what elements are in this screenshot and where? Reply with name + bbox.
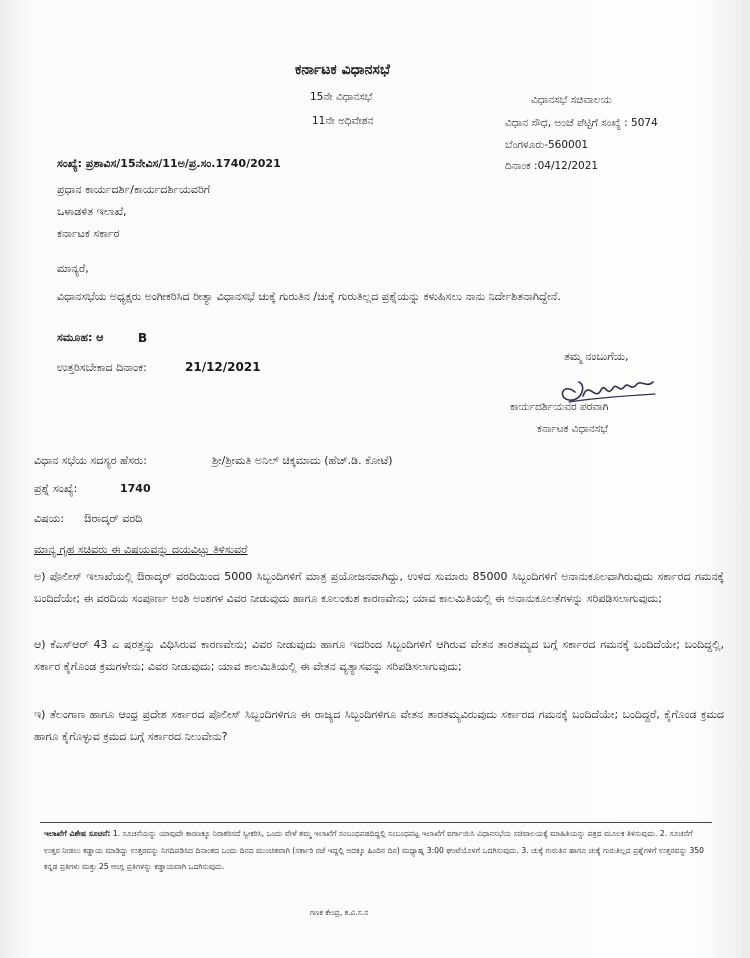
recipient-line-1: ಪ್ರಧಾನ ಕಾರ್ಯದರ್ಶಿ/ಕಾರ್ಯದರ್ಶಿಯವರಿಗೆ — [57, 183, 211, 196]
footnote-label: ಇಲಾಖೆಗೆ ವಿಶೇಷ ಸೂಚನೆ: — [44, 829, 111, 838]
question-number-label: ಪ್ರಶ್ನೆ ಸಂಖ್ಯೆ: — [34, 482, 78, 495]
question-a: ಅ) ಪೊಲೀಸ್ ಇಲಾಖೆಯಲ್ಲಿ ಔರಾದ್ಕರ್ ವರದಿಯಿಂದ 5000 ಸಿಬ್ಬಂದಿಗಳಿಗೆ ಮಾತ್ರ ಪ್ರಯೋಜನವಾಗಿದ್ದು, ಉಳಿದ ಸುಮಾರು 85000 ಸಿಬ್ಬಂದಿಗಳಿಗೆ ಅನಾನುಕೂಲವಾಗಿರುವುದು ಸರ್ಕಾರದ ಗಮನಕ್ಕೆ ಬಂದಿದೆಯೇ; ಈ ವರದಿಯ ಸಂಪೂರ್ಣ ಅಂಶಿ ಅಂಶಗಳ ವಿವರ ನೀಡುವುದು ಹಾಗೂ ಕೂಲಂಕುಶ ಕಾರಣವೇನು; ಯಾವ ಕಾಲಮಿತಿಯಲ್ಲಿ ಈ ಅನಾನುಕೂಲತೆಗಳನ್ನು ಸರಿಪಡಿಸಲಾಗುವುದು; — [34, 570, 724, 605]
subject-label: ವಿಷಯ: — [34, 512, 65, 525]
member-label: ವಿಧಾನ ಸಭೆಯ ಸದಸ್ಯರ ಹೆಸರು: — [34, 454, 147, 467]
footnote-divider — [40, 822, 712, 823]
document-title: ಕರ್ನಾಟಕ ವಿಧಾನಸಭೆ — [295, 62, 390, 78]
intro-text: ವಿಧಾನಸಭೆಯ ಅಧ್ಯಕ್ಷರು ಅಂಗೀಕರಿಸಿದ ರೀತ್ಯಾ ವಿಧಾನಸಭೆ ಚುಕ್ಕೆ ಗುರುತಿನ /ಚುಕ್ಕೆ ಗುರುತಿಲ್ಲದ ಪ್ರಶ್ನೆಯನ್ನು ಕಳುಹಿಸಲು ನಾನು ನಿರ್ದೇಶಿತನಾಗಿದ್ದೇನೆ. — [57, 290, 561, 303]
recipient-line-3: ಕರ್ನಾಟಕ ಸರ್ಕಾರ — [57, 227, 120, 240]
group-label: ಸಮೂಹ: ಆ — [57, 331, 104, 344]
group-value: B — [138, 331, 148, 345]
signatory-office: ಕರ್ನಾಟಕ ವಿಧಾನಸಭೆ — [537, 423, 608, 435]
closing: ತಮ್ಮ ನಂಬುಗೆಯ, — [564, 350, 629, 363]
office-city: ಬೆಂಗಳೂರು-560001 — [505, 139, 589, 151]
answer-date-label: ಉತ್ತರಿಸಬೇಕಾದ ದಿನಾಂಕ: — [57, 361, 147, 374]
office-name: ವಿಧಾನಸಭೆ ಸಚಿವಾಲಯ — [531, 94, 612, 106]
question-c: ಇ) ತೆಲಂಗಾಣ ಹಾಗೂ ಆಂಧ್ರ ಪ್ರದೇಶ ಸರ್ಕಾರದ ಪೊಲೀಸ್ ಸಿಬ್ಬಂದಿಗಳಿಗೂ ಈ ರಾಜ್ಯದ ಸಿಬ್ಬಂದಿಗಳಿಗೂ ವೇತನ ತಾರತಮ್ಯವಿರುವುದು ಸರ್ಕಾರದ ಗಮನಕ್ಕೆ ಬಂದಿದೆಯೇ; ಬಂದಿದ್ದರೆ, ಕೈಗೊಂಡ ಕ್ರಮದ ಹಾಗೂ ಕೈಗೊಳ್ಳುವ ಕ್ರಮದ ಬಗ್ಗೆ ಸರ್ಕಾರದ ನಿಲುವೇನು? — [34, 708, 724, 743]
footnote-text: 1. ಸೂಚನೆಯನ್ನು ಯಾವುದೇ ಕಾರಣಕ್ಕೂ ನಿರಾಕರಿಸದೆ ಸ್ವೀಕರಿಸಿ, ಒಂದು ವೇಳೆ ತಮ್ಮ ಇಲಾಖೆಗೆ ಸಂಬಂಧಪಡದಿದ್ದಲ್ಲಿ ಸಂಬಂಧಪಟ್ಟ ಇಲಾಖೆಗೆ ವರ್ಗಾಯಿಸಿ ವಿಧಾನಸಭೆಯ ಸಚಿವಾಲಯಕ್ಕೆ ಮಾಹಿತಿಯನ್ನು ಪತ್ರದ ಮೂಲಕ ತಿಳಿಸುವುದು. 2. ಸೂಚನೆಗೆ ಉತ್ತರ ನೀಡಲು ಕಡ್ಡಾಯ ಮಾಡಿದ್ದು ಉತ್ತರವನ್ನು ನಿಗದಿಪಡಿಸಿದ ದಿನಾಂಕದ ಒಂದು ದಿನದ ಮುಂಚಿತವಾಗಿ (ಸರ್ಕಾರಿ ರಜೆ ಇದ್ದಲ್ಲಿ ಅದಕ್ಕೂ ಹಿಂದಿನ ದಿನ) ಮಧ್ಯಾಹ್ನ 3:00 ಘಂಟೆಯೊಳಗೆ ಒದಗಿಸುವುದು. 3. ಚುಕ್ಕೆ ಗುರುತಿನ ಹಾಗೂ ಚುಕ್ಕೆ ಗುರುತಿಲ್ಲದ ಪ್ರಶ್ನೆಗಳಿಗೆ ಉತ್ತರವನ್ನು 350 ಕನ್ನಡ ಪ್ರತಿಗಳು ಮತ್ತು 25 ಆಂಗ್ಲ ಪ್ರತಿಗಳನ್ನು ಕಡ್ಡಾಯವಾಗಿ ಒದಗಿಸುವುದು. — [44, 829, 704, 871]
member-value: ಶ್ರೀ/ಶ್ರೀಮತಿ ಅನಿಲ್ ಚಿಕ್ಕಮಾದು (ಹೆಚ್.ಡಿ. ಕೋಟೆ) — [212, 454, 393, 467]
office-box: ವಿಧಾನ ಸೌಧ, ಅಂಚೆ ಪೆಟ್ಟಿಗೆ ಸಂಖ್ಯೆ : 5074 — [505, 117, 658, 129]
question-b: ಆ) ಕೆಎಸ್‌ಆರ್ 43 ಎ ಷರತ್ತನ್ನು ವಿಧಿಸಿರುವ ಕಾರಣವೇನು; ವಿವರ ನೀಡುವುದು ಹಾಗೂ ಇದರಿಂದ ಸಿಬ್ಬಂದಿಗಳಿಗೆ ಆಗಿರುವ ವೇತನ ತಾರತಮ್ಯದ ಬಗ್ಗೆ ಸರ್ಕಾರದ ಗಮನಕ್ಕೆ ಬಂದಿದೆಯೇ; ಬಂದಿದ್ದಲ್ಲಿ, ಸರ್ಕಾರ ಕೈಗೊಂಡ ಕ್ರಮಗಳೇನು; ವಿವರ ನೀಡುವುದು; ಯಾವ ಕಾಲಮಿತಿಯಲ್ಲಿ ಈ ವೇತನ ವ್ಯತ್ಯಾಸವನ್ನು ಸರಿಪಡಿಸಲಾಗುವುದು; — [34, 638, 724, 673]
reference-number: ಸಂಖ್ಯೆ: ಪ್ರಶಾವಿಸ/15ನೇವಿಸ/11ಅ/ಪ್ರ.ಸಂ.1740/2021 — [57, 157, 281, 170]
footnote-block — [44, 826, 704, 876]
question-number-value: 1740 — [120, 482, 151, 495]
press-credit: ಗಣಕ ಕೇಂದ್ರ, ಕ.ವಿ.ಸ.ಸ — [310, 908, 369, 917]
letter-date: ದಿನಾಂಕ :04/12/2021 — [505, 160, 599, 172]
session-number: 11ನೇ ಅಧಿವೇಶನ — [312, 115, 374, 127]
signatory-designation: ಕಾರ್ಯದರ್ಶಿಯವರ ಪರವಾಗಿ — [510, 401, 609, 413]
answer-date-value: 21/12/2021 — [185, 360, 261, 374]
assembly-number: 15ನೇ ವಿಧಾನಸಭೆ — [310, 91, 373, 103]
question-intro: ಮಾನ್ಯ ಗೃಹ ಸಚಿವರು ಈ ವಿಷಯವನ್ನು ದಯವಿಟ್ಟು ತಿಳಿಸುವರೆ — [34, 543, 248, 556]
subject-value: ಔರಾದ್ಕರ್ ವರದಿ — [84, 512, 143, 525]
salutation: ಮಾನ್ಯರೆ, — [57, 262, 89, 275]
recipient-line-2: ಒಳಾಡಳಿತ ಇಲಾಖೆ, — [57, 205, 127, 218]
